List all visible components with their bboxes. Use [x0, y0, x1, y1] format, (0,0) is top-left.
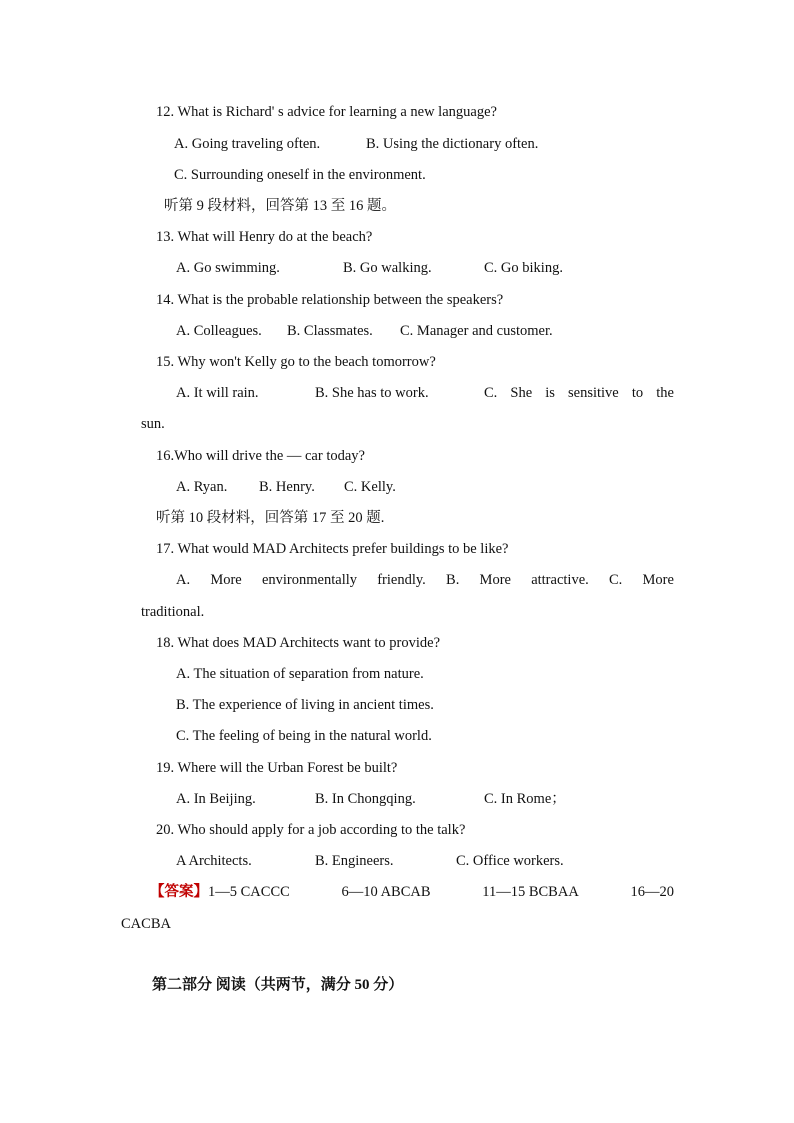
q17-option-part: More: [479, 572, 511, 588]
q17-options-line: [176, 570, 674, 590]
q15-c-word: C.: [484, 385, 498, 401]
q13-option-c: C. Go biking.: [484, 260, 563, 276]
question-15: 15. Why won't Kelly go to the beach tomorrow?: [156, 354, 436, 370]
q18-option-b: B. The experience of living in ancient times.: [176, 697, 434, 713]
q15-option-c: [484, 383, 674, 403]
question-12: 12. What is Richard' s advice for learning a new language?: [156, 104, 497, 120]
section-9-instruction: 听第 9 段材料，回答第 13 至 16 题。: [164, 198, 396, 214]
q17-option-c-continuation: traditional.: [141, 604, 205, 620]
q14-option-b: B. Classmates.: [287, 323, 373, 339]
q14-option-c: C. Manager and customer.: [400, 323, 553, 339]
q15-option-a: A. It will rain.: [176, 385, 259, 401]
question-14: 14. What is the probable relationship between the speakers?: [156, 292, 504, 308]
q12-option-a: A. Going traveling often.: [174, 136, 321, 152]
q12-option-c: C. Surrounding oneself in the environment.: [174, 167, 426, 183]
q15-c-word: the: [656, 385, 674, 401]
q17-option-part: A.: [176, 572, 191, 588]
q14-option-a: A. Colleagues.: [176, 323, 262, 339]
q17-option-part: attractive.: [531, 572, 589, 588]
question-17: 17. What would MAD Architects prefer buildings to be like?: [156, 541, 509, 557]
answer-key: [150, 882, 674, 902]
q19-option-a: A. In Beijing.: [176, 791, 256, 807]
q17-option-part: C.: [608, 572, 623, 588]
q12-option-b: B. Using the dictionary often.: [366, 136, 539, 152]
q13-option-b: B. Go walking.: [343, 260, 432, 276]
q20-option-a: A Architects.: [176, 853, 252, 869]
q15-c-word: sensitive: [568, 385, 619, 401]
answer-group: 1—5 CACCC: [208, 884, 290, 900]
q15-option-b: B. She has to work.: [315, 385, 429, 401]
q15-c-word: is: [545, 385, 555, 401]
answer-group: 6—10 ABCAB: [341, 884, 431, 900]
answer-key-continuation: CACBA: [121, 916, 171, 932]
q17-option-part: friendly.: [377, 572, 426, 588]
answer-tag: 【答案】: [150, 884, 208, 900]
question-18: 18. What does MAD Architects want to provide?: [156, 635, 441, 651]
answer-group: 16—20: [630, 884, 674, 900]
q16-option-a: A. Ryan.: [176, 479, 228, 495]
q20-option-c: C. Office workers.: [456, 853, 564, 869]
q16-option-c: C. Kelly.: [344, 479, 396, 495]
part-2-heading: 第二部分 阅读（共两节，满分 50 分）: [152, 977, 404, 993]
q18-option-c: C. The feeling of being in the natural world.: [176, 728, 432, 744]
answer-group: 11—15 BCBAA: [482, 884, 579, 900]
q17-option-part: environmentally: [261, 572, 357, 588]
q15-c-word: to: [631, 385, 644, 401]
q13-option-a: A. Go swimming.: [176, 260, 280, 276]
q16-option-b: B. Henry.: [259, 479, 315, 495]
q19-option-b: B. In Chongqing.: [315, 791, 416, 807]
q15-c-word: She: [510, 385, 533, 401]
q17-option-part: More: [642, 572, 674, 588]
q19-option-c: C. In Rome；: [484, 791, 566, 807]
question-16: 16.Who will drive the — car today?: [156, 448, 365, 464]
q20-option-b: B. Engineers.: [315, 853, 394, 869]
question-13: 13. What will Henry do at the beach?: [156, 229, 373, 245]
q17-option-part: More: [210, 572, 242, 588]
q15-option-c-continuation: sun.: [141, 416, 165, 432]
question-20: 20. Who should apply for a job according to the talk?: [156, 822, 466, 838]
section-10-instruction: 听第 10 段材料，回答第 17 至 20 题.: [156, 510, 385, 526]
q17-option-part: B.: [446, 572, 460, 588]
question-19: 19. Where will the Urban Forest be built?: [156, 760, 398, 776]
q18-option-a: A. The situation of separation from nature.: [176, 666, 424, 682]
